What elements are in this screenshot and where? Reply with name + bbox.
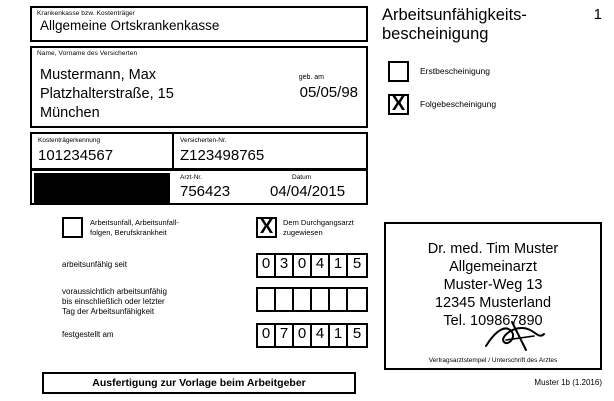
- insured-person-box: [30, 46, 368, 128]
- page-title-line1: Arbeitsunfähigkeits-: [382, 6, 527, 24]
- transit-doctor-label: [283, 218, 354, 237]
- identifiers-box: [30, 132, 368, 170]
- doctor-name: Dr. med. Tim Muster: [427, 241, 559, 257]
- doctor-stamp-lines: [386, 224, 600, 330]
- transit-doctor-label-line1: Dem Durchgangsarzt: [283, 218, 354, 227]
- date-digit[interactable]: 0: [258, 325, 276, 346]
- doctor-number-label: Arzt-Nr.: [180, 174, 203, 181]
- employer-copy-box: [42, 372, 356, 394]
- doctor-stamp-box: [384, 222, 602, 370]
- first-certificate-checkbox[interactable]: [388, 61, 409, 82]
- date-digit[interactable]: 3: [276, 255, 294, 276]
- date-digit[interactable]: [312, 289, 330, 310]
- date-digit[interactable]: 7: [276, 325, 294, 346]
- identifiers-divider: [172, 134, 174, 168]
- date-digit[interactable]: [258, 289, 276, 310]
- doctor-street: Muster-Weg 13: [443, 277, 543, 293]
- date-digit[interactable]: 5: [352, 255, 362, 272]
- date-digit[interactable]: [294, 289, 312, 310]
- follow-up-certificate-label: Folgebescheinigung: [420, 99, 497, 109]
- work-accident-label-line2: folgen, Berufskrankheit: [90, 227, 167, 237]
- page-title: [382, 6, 527, 44]
- payer-id-label: Kostenträgerkennung: [38, 137, 101, 144]
- expected-until-label-line2: bis einschließlich oder letzter: [62, 297, 165, 306]
- health-insurance-value: Allgemeine Ortskrankenkasse: [40, 18, 220, 33]
- date-digit[interactable]: 1: [330, 325, 348, 346]
- date-digit[interactable]: [348, 289, 366, 310]
- insured-person-label: Name, Vorname des Versicherten: [37, 50, 138, 57]
- payer-id-value: 101234567: [38, 147, 114, 164]
- determined-on-label-line1: festgestellt am: [62, 330, 114, 339]
- incapacity-since-label: [62, 260, 127, 270]
- doctor-city: 12345 Musterland: [434, 295, 552, 311]
- incapacity-since-label-line1: arbeitsunfähig seit: [62, 260, 127, 269]
- transit-doctor-checkbox-mark: X: [259, 216, 274, 238]
- date-label: Datum: [292, 174, 312, 181]
- expected-until-date[interactable]: [256, 287, 368, 312]
- work-accident-checkbox[interactable]: [62, 217, 83, 238]
- insured-city: München: [40, 105, 100, 121]
- date-of-birth-value: 05/05/98: [299, 84, 358, 101]
- date-digit[interactable]: 0: [294, 255, 312, 276]
- insurance-number-value: Z123498765: [180, 147, 265, 164]
- doctor-stamp-caption: Vertragsarztstempel / Unterschrift des Arztes: [428, 357, 558, 364]
- date-digit[interactable]: 1: [330, 255, 348, 276]
- incapacity-since-date[interactable]: [256, 253, 368, 278]
- date-digit[interactable]: 0: [294, 325, 312, 346]
- insured-street: Platzhalterstraße, 15: [40, 86, 174, 102]
- signature-icon: [482, 320, 552, 354]
- doctor-specialty: Allgemeinarzt: [449, 259, 537, 275]
- transit-doctor-label-line2: zugewiesen: [283, 227, 323, 237]
- expected-until-label-line1: voraussichtlich arbeitsunfähig: [62, 287, 167, 296]
- redacted-block: [34, 173, 170, 204]
- expected-until-label: [62, 287, 167, 317]
- follow-up-certificate-checkbox-mark: X: [391, 93, 406, 115]
- expected-until-label-line3: Tag der Arbeitsunfähigkeit: [62, 307, 155, 316]
- date-of-birth-label: geb. am: [298, 74, 324, 81]
- doctor-number-value: 756423: [180, 183, 231, 200]
- determined-on-date[interactable]: [256, 323, 368, 348]
- first-certificate-label: Erstbescheinigung: [420, 66, 490, 76]
- doctor-date-box: [30, 169, 368, 205]
- date-digit[interactable]: 4: [312, 325, 330, 346]
- health-insurance-label: Krankenkasse bzw. Kostenträger: [37, 10, 136, 17]
- insured-name: Mustermann, Max: [40, 67, 157, 83]
- date-digit[interactable]: 4: [312, 255, 330, 276]
- insurance-number-label: Versicherten-Nr.: [180, 137, 227, 144]
- page-title-line2: bescheinigung: [382, 25, 489, 43]
- determined-on-label: [62, 330, 114, 340]
- date-value: 04/04/2015: [270, 183, 346, 200]
- date-digit[interactable]: 0: [258, 255, 276, 276]
- form-identifier: Muster 1b (1.2016): [534, 378, 602, 387]
- work-accident-label: [90, 218, 179, 237]
- date-digit[interactable]: 5: [352, 325, 362, 342]
- work-accident-label-line1: Arbeitsunfall, Arbeitsunfall-: [90, 218, 179, 227]
- date-digit[interactable]: [330, 289, 348, 310]
- right-form-panel: [382, 4, 604, 394]
- employer-copy-text: Ausfertigung zur Vorlage beim Arbeitgeber: [92, 377, 306, 389]
- health-insurance-box: [30, 6, 368, 42]
- date-digit[interactable]: [276, 289, 294, 310]
- page-number: 1: [593, 6, 602, 23]
- left-form-panel: [30, 6, 368, 389]
- doctor-phone: Tel. 109867890: [443, 313, 543, 329]
